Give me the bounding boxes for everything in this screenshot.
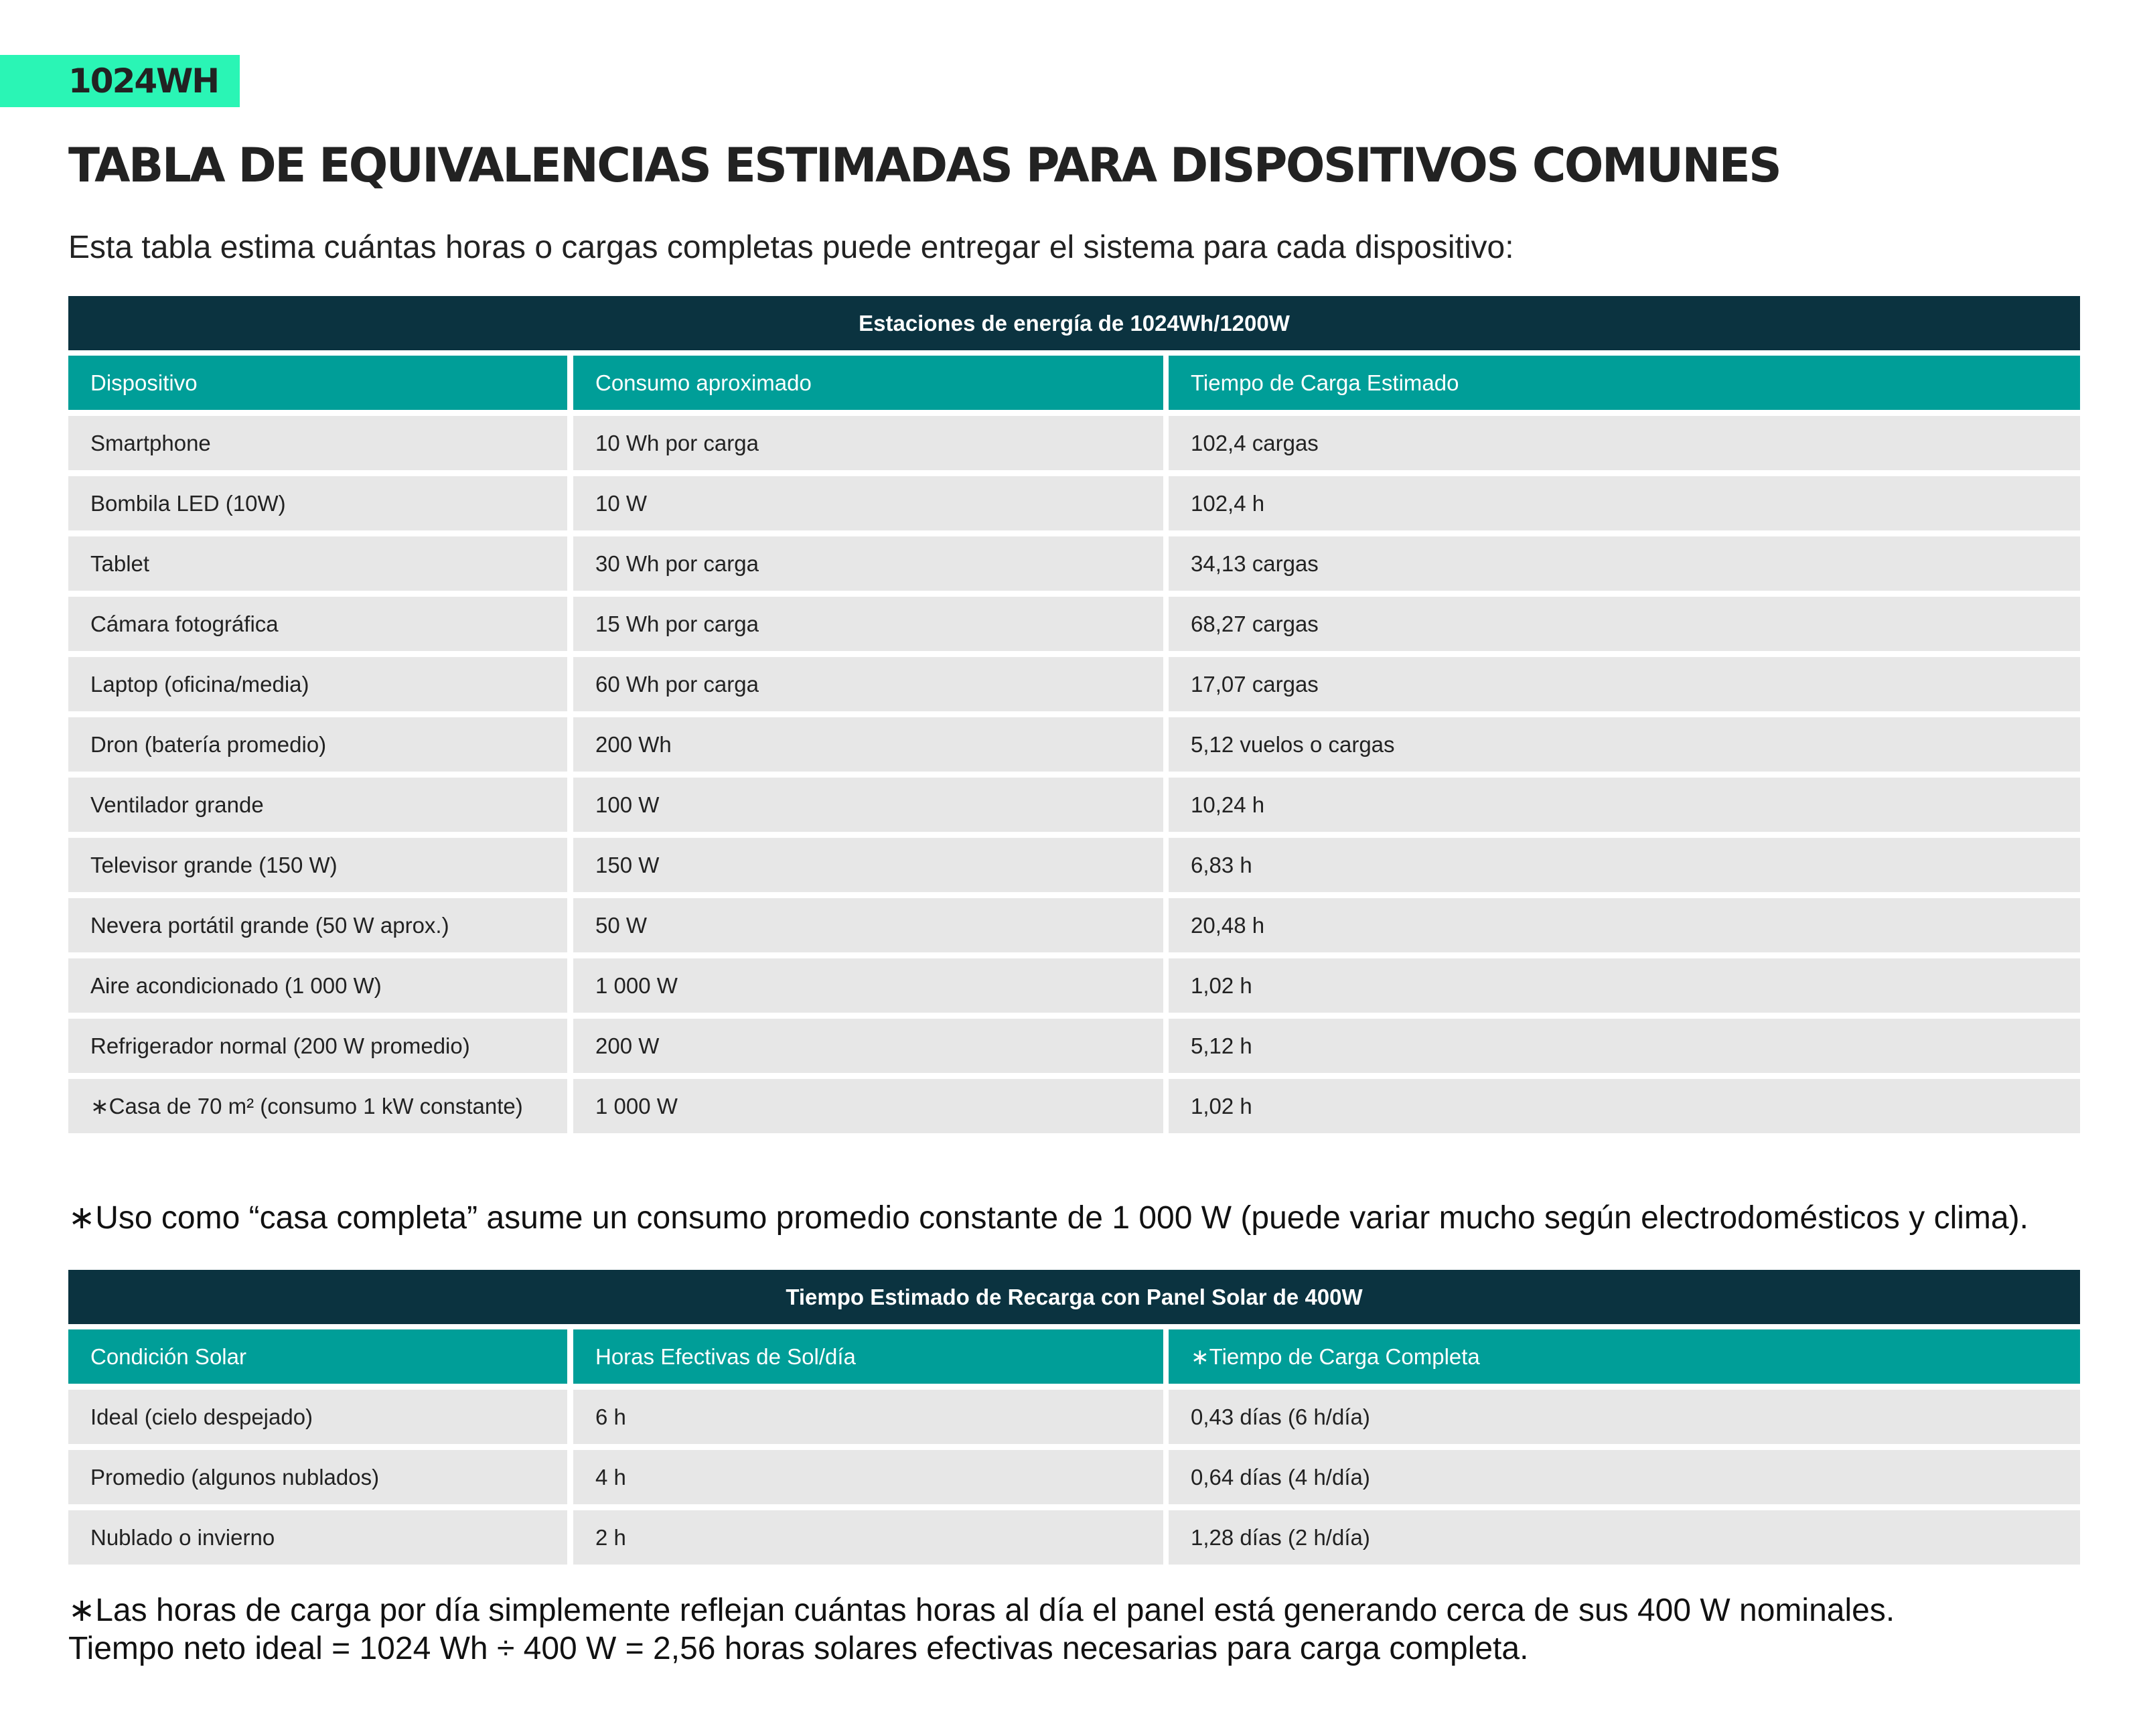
table-row xyxy=(68,476,2080,530)
column-header-consumption: Consumo aproximado xyxy=(573,356,1163,410)
cell-col-1: Ventilador grande xyxy=(68,778,567,832)
cell-col-3: 17,07 cargas xyxy=(1169,657,2080,711)
cell-col-2: 10 Wh por carga xyxy=(573,416,1163,470)
cell-col-2: 1 000 W xyxy=(573,958,1163,1013)
table-row xyxy=(68,416,2080,470)
cell-col-2: 200 W xyxy=(573,1019,1163,1073)
page-title: TABLA DE EQUIVALENCIAS ESTIMADAS PARA DISPOSITIVOS COMUNES xyxy=(68,138,1781,193)
intro-text: Esta tabla estima cuántas horas o cargas completas puede entregar el sistema para cada dispositivo: xyxy=(68,230,1514,265)
solar-table-body xyxy=(68,1390,2080,1565)
solar-table xyxy=(68,1270,2080,1565)
footnote-whole-house: ∗Uso como “casa completa” asume un consumo promedio constante de 1 000 W (puede variar mucho según electrodomésticos y clima). xyxy=(68,1200,2028,1236)
cell-col-3: 0,43 días (6 h/día) xyxy=(1169,1390,2080,1444)
cell-col-1: Ideal (cielo despejado) xyxy=(68,1390,567,1444)
cell-col-2: 2 h xyxy=(573,1510,1163,1565)
model-badge-label: 1024WH xyxy=(68,62,219,100)
column-header-full-charge-time: ∗Tiempo de Carga Completa xyxy=(1169,1329,2080,1384)
solar-table-caption: Tiempo Estimado de Recarga con Panel Solar de 400W xyxy=(68,1270,2080,1324)
table-row xyxy=(68,1019,2080,1073)
cell-col-3: 102,4 h xyxy=(1169,476,2080,530)
cell-col-3: 1,28 días (2 h/día) xyxy=(1169,1510,2080,1565)
cell-col-1: Bombila LED (10W) xyxy=(68,476,567,530)
cell-col-3: 10,24 h xyxy=(1169,778,2080,832)
cell-col-1: ∗Casa de 70 m² (consumo 1 kW constante) xyxy=(68,1079,567,1133)
cell-col-2: 4 h xyxy=(573,1450,1163,1504)
cell-col-3: 20,48 h xyxy=(1169,898,2080,952)
cell-col-2: 6 h xyxy=(573,1390,1163,1444)
cell-col-1: Tablet xyxy=(68,536,567,591)
footnote-solar xyxy=(68,1591,1895,1668)
cell-col-3: 34,13 cargas xyxy=(1169,536,2080,591)
table-row xyxy=(68,1390,2080,1444)
cell-col-3: 1,02 h xyxy=(1169,1079,2080,1133)
cell-col-2: 50 W xyxy=(573,898,1163,952)
cell-col-1: Nevera portátil grande (50 W aprox.) xyxy=(68,898,567,952)
cell-col-2: 100 W xyxy=(573,778,1163,832)
cell-col-1: Nublado o invierno xyxy=(68,1510,567,1565)
table-row xyxy=(68,1510,2080,1565)
column-header-sun-hours: Horas Efectivas de Sol/día xyxy=(573,1329,1163,1384)
devices-table-header-row xyxy=(68,356,2080,410)
cell-col-3: 5,12 h xyxy=(1169,1019,2080,1073)
table-row xyxy=(68,536,2080,591)
cell-col-2: 15 Wh por carga xyxy=(573,597,1163,651)
cell-col-1: Laptop (oficina/media) xyxy=(68,657,567,711)
table-row xyxy=(68,1450,2080,1504)
solar-table-header-row xyxy=(68,1329,2080,1384)
table-row xyxy=(68,898,2080,952)
table-row xyxy=(68,958,2080,1013)
column-header-solar-condition: Condición Solar xyxy=(68,1329,567,1384)
table-row xyxy=(68,657,2080,711)
cell-col-1: Smartphone xyxy=(68,416,567,470)
cell-col-3: 68,27 cargas xyxy=(1169,597,2080,651)
cell-col-3: 6,83 h xyxy=(1169,838,2080,892)
cell-col-3: 1,02 h xyxy=(1169,958,2080,1013)
column-header-charge-time: Tiempo de Carga Estimado xyxy=(1169,356,2080,410)
table-row xyxy=(68,597,2080,651)
footnote-solar-line-1: ∗Las horas de carga por día simplemente reflejan cuántas horas al día el panel está generando cerca de sus 400 W nominales. xyxy=(68,1593,1895,1628)
table-row xyxy=(68,717,2080,772)
cell-col-2: 1 000 W xyxy=(573,1079,1163,1133)
cell-col-2: 10 W xyxy=(573,476,1163,530)
footnote-solar-line-2: Tiempo neto ideal = 1024 Wh ÷ 400 W = 2,56 horas solares efectivas necesarias para carga completa. xyxy=(68,1631,1529,1666)
model-badge xyxy=(0,55,240,107)
cell-col-2: 200 Wh xyxy=(573,717,1163,772)
cell-col-2: 150 W xyxy=(573,838,1163,892)
table-row xyxy=(68,1079,2080,1133)
table-row xyxy=(68,778,2080,832)
cell-col-3: 0,64 días (4 h/día) xyxy=(1169,1450,2080,1504)
cell-col-1: Cámara fotográfica xyxy=(68,597,567,651)
cell-col-1: Dron (batería promedio) xyxy=(68,717,567,772)
cell-col-3: 5,12 vuelos o cargas xyxy=(1169,717,2080,772)
cell-col-1: Televisor grande (150 W) xyxy=(68,838,567,892)
cell-col-2: 30 Wh por carga xyxy=(573,536,1163,591)
devices-table-body xyxy=(68,416,2080,1133)
cell-col-2: 60 Wh por carga xyxy=(573,657,1163,711)
devices-table xyxy=(68,296,2080,1133)
cell-col-1: Promedio (algunos nublados) xyxy=(68,1450,567,1504)
table-row xyxy=(68,838,2080,892)
column-header-device: Dispositivo xyxy=(68,356,567,410)
cell-col-1: Refrigerador normal (200 W promedio) xyxy=(68,1019,567,1073)
cell-col-1: Aire acondicionado (1 000 W) xyxy=(68,958,567,1013)
devices-table-caption: Estaciones de energía de 1024Wh/1200W xyxy=(68,296,2080,350)
cell-col-3: 102,4 cargas xyxy=(1169,416,2080,470)
